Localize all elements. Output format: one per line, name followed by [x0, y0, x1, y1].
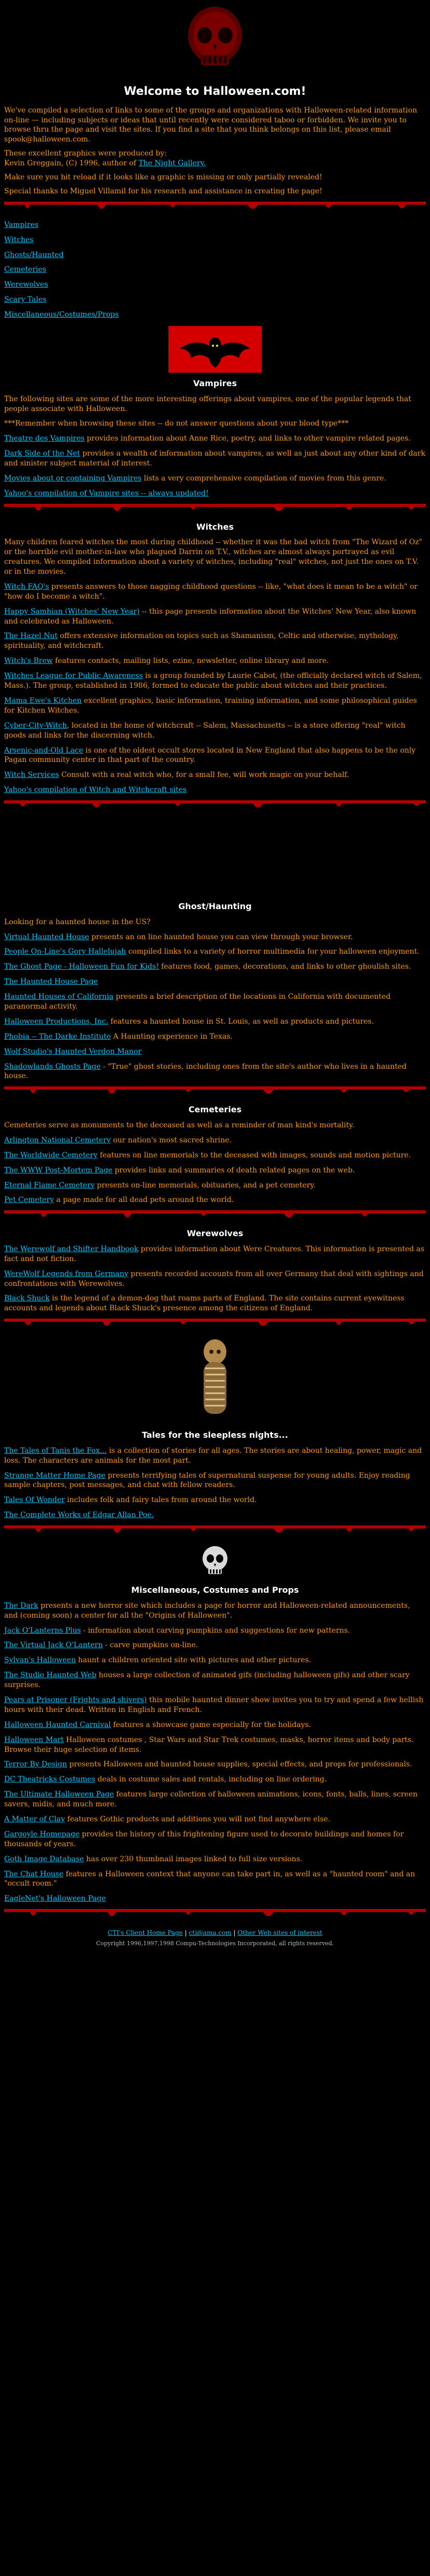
list-item: The Virtual Jack O'Lantern - carve pumpkins on-line.	[4, 1641, 198, 1650]
list-item: The Tales of Tanis the Fox... is a collection of stories for all ages. The stories are about healing, power, magic and loss. The characters are animals for the most part.	[4, 1446, 422, 1465]
halloween-productions-link[interactable]: Halloween Productions, Inc.	[4, 1017, 108, 1026]
list-item: Pet Cemetery a page made for all dead pets around the world.	[4, 1196, 234, 1205]
goth-image-db-link[interactable]: Goth Image Database	[4, 1855, 84, 1863]
gory-hallelujah-link[interactable]: People On-Line's Gory Hallelujah	[4, 947, 126, 956]
mama-ewes-link[interactable]: Mama Ewe's Kitchen	[4, 696, 82, 705]
arlington-link[interactable]: Arlington National Cemetery	[4, 1136, 111, 1144]
vampires-warning: ***Remember when browsing these sites -- do not answer questions about your blood type***	[4, 419, 349, 428]
list-item: The Hazel Nut offers extensive information on topics such as Shamanism, Celtic and otherwise, mythology, spirituality, and witchcraft.	[4, 632, 399, 650]
pet-cemetery-link[interactable]: Pet Cemetery	[4, 1196, 54, 1205]
ghosts-title: Ghost/Haunting	[178, 901, 252, 912]
black-shuck-link[interactable]: Black Shuck	[4, 1294, 50, 1303]
list-item: Arsenic-and-Old Lace is one of the oldest occult stores located in New England that also happens to be the only Pagan community center in that part of the country.	[4, 746, 416, 765]
blood-drip-divider	[4, 1086, 426, 1099]
witchs-brew-link[interactable]: Witch's Brew	[4, 657, 53, 666]
list-item	[4, 1894, 426, 1904]
list-item: The Worldwide Cemetery features on line memorials to the deceased with images, sounds and motion picture.	[4, 1151, 411, 1159]
theatre-des-vampires-link[interactable]: Theatre des Vampires	[4, 434, 84, 443]
list-item: Strange Matter Home Page presents terrifying tales of supernatural suspense for young adults. Enjoy reading sample chapters, post messages, and chat with fellow readers.	[4, 1471, 410, 1490]
blood-drip-divider	[4, 202, 426, 214]
poe-link[interactable]: The Complete Works of Edgar Allan Poe.	[4, 1511, 154, 1520]
blood-drip-divider	[4, 1525, 426, 1538]
cemeteries-title: Cemeteries	[188, 1105, 242, 1115]
list-item: Witch Services Consult with a real witch who, for a small fee, will work magic on your behalf.	[4, 771, 349, 780]
chat-house-link[interactable]: The Chat House	[4, 1870, 64, 1878]
menu-vampires[interactable]: Vampires	[4, 220, 39, 229]
blood-drip-divider	[4, 800, 426, 813]
virtual-jack-olantern-link[interactable]: The Virtual Jack O'Lantern	[4, 1641, 103, 1650]
werewolves-title: Werewolves	[187, 1228, 243, 1239]
cyber-city-witch-link[interactable]: Cyber-City-Witch	[4, 721, 67, 730]
werewolf-handbook-link[interactable]: The Werewolf and Shifter Handbook	[4, 1244, 139, 1253]
haunted-carnival-link[interactable]: Halloween Haunted Carnival	[4, 1720, 111, 1729]
skull-small-graphic	[197, 1543, 233, 1579]
list-item: Happy Samhian (Witches' New Year) -- this page presents information about the Witches' New Year, also known and celebrated as Halloween.	[4, 607, 417, 626]
list-item: The Studio Haunted Web houses a large collection of animated gifs (including halloween gifs) and other scary surprises.	[4, 1671, 410, 1690]
hazel-nut-link[interactable]: The Hazel Nut	[4, 632, 58, 641]
list-item: The WWW Post-Mortem Page provides links and summaries of death related pages on the web.	[4, 1166, 355, 1174]
credits-line-1: These excellent graphics were produced by:	[4, 149, 167, 158]
gargoyle-link[interactable]: Gargoyle Homepage	[4, 1830, 80, 1838]
list-item: The Werewolf and Shifter Handbook provides information about Were Creatures. This information is presented as fact and not fiction.	[4, 1244, 425, 1263]
the-dark-link[interactable]: The Dark	[4, 1601, 38, 1610]
menu-ghosts[interactable]: Ghosts/Haunted	[4, 250, 64, 259]
list-item: Haunted Houses of California presents a brief description of the locations in California with documented paranormal activity.	[4, 993, 391, 1011]
menu-werewolves[interactable]: Werewolves	[4, 280, 48, 289]
list-item: Virtual Haunted House presents an on line haunted house you can view through your browser.	[4, 932, 353, 941]
strange-matter-link[interactable]: Strange Matter Home Page	[4, 1471, 106, 1480]
halloween-mart-link[interactable]: Halloween Mart	[4, 1735, 64, 1744]
samhian-link[interactable]: Happy Samhian (Witches' New Year)	[4, 607, 140, 616]
other-sites-link[interactable]: Other Web sites of interest	[237, 1929, 323, 1937]
list-item: Terror By Design presents Halloween and haunted house supplies, special effects, and props for professionals.	[4, 1760, 412, 1769]
list-item: Witches League for Public Awareness is a group founded by Laurie Cabot, (the officially declared witch of Salem, Mass.). The group, established in 1986, formed to educate the public about witches and their practices.	[4, 672, 422, 690]
list-item: Gargoyle Homepage provides the history of this frightening figure used to decorate buildings and homes for thousands of years.	[4, 1830, 404, 1848]
dc-theatricks-link[interactable]: DC Theatricks Costumes	[4, 1775, 95, 1784]
ghost-page-link[interactable]: The Ghost Page - Halloween Fun for Kids!	[4, 963, 159, 971]
ultimate-halloween-link[interactable]: The Ultimate Halloween Page	[4, 1790, 114, 1799]
list-item: Tales Of Wonder includes folk and fairy tales from around the world.	[4, 1496, 257, 1505]
witch-services-link[interactable]: Witch Services	[4, 771, 59, 780]
list-item: Movies about or containing Vampires lists a very comprehensive compilation of movies from this genre.	[4, 474, 386, 483]
list-item: Halloween Haunted Carnival features a showcase game especially for the holidays.	[4, 1720, 311, 1729]
footer: CTI's Client Home Page | cti@ama.com | Other Web sites of interest Copyright 1996,1997,1998 Compu-Technologies Incorporated, all rights reserved.	[4, 1929, 426, 1948]
virtual-haunted-house-link[interactable]: Virtual Haunted House	[4, 932, 89, 941]
witches-league-link[interactable]: Witches League for Public Awareness	[4, 672, 143, 681]
werewolf-germany-link[interactable]: WereWolf Legends from Germany	[4, 1269, 128, 1278]
list-item: Dark Side of the Net provides a wealth of information about vampires, as well as just about any other kind of dark and sinister subject material of interest.	[4, 449, 425, 468]
vampire-movies-link[interactable]: Movies about or containing Vampires	[4, 474, 142, 483]
list-item	[4, 1510, 426, 1520]
list-item: Witch's Brew features contacts, mailing lists, ezine, newsletter, online library and more.	[4, 657, 329, 666]
vampires-intro: The following sites are some of the more interesting offerings about vampires, one of the popular legends that people associate with Halloween.	[4, 394, 411, 413]
blood-drip-divider	[4, 1210, 426, 1223]
witch-faq-link[interactable]: Witch FAQ's	[4, 582, 49, 591]
blood-drip-divider	[4, 1909, 426, 1921]
shadowlands-link[interactable]: Shadowlands Ghosts Page	[4, 1062, 101, 1071]
blood-drip-divider	[4, 504, 426, 516]
list-item: Cyber-City-Witch, located in the home of witchcraft -- Salem, Massachusetts -- is a store offering "real" witch goods and links for the discerning witch.	[4, 721, 406, 740]
pears-prisoner-link[interactable]: Pears at Prisoner (Frights and shivers)	[4, 1695, 147, 1704]
list-item	[4, 977, 426, 987]
tales-of-wonder-link[interactable]: Tales Of Wonder	[4, 1496, 65, 1505]
list-item: People On-Line's Gory Hallelujah compiled links to a variety of horror multimedia for your halloween enjoyment.	[4, 947, 420, 956]
skull-graphic	[176, 3, 254, 81]
list-item: The Ultimate Halloween Page features large collection of halloween animations, icons, fonts, balls, lines, screen savers, midis, and much more.	[4, 1790, 418, 1809]
vampires-title: Vampires	[193, 378, 237, 389]
list-item: The Chat House features a Halloween context that anyone can take part in, as well as a "haunted room" and an "occult room."	[4, 1870, 415, 1888]
arsenic-old-lace-link[interactable]: Arsenic-and-Old Lace	[4, 746, 83, 755]
misc-title: Miscellaneous, Costumes and Props	[131, 1585, 299, 1595]
list-item: The Dark presents a new horror site which includes a page for horror and Halloween-related announcements, and (coming soon) a center for all the "Origins of Halloween".	[4, 1601, 410, 1620]
night-gallery-link[interactable]: The Night Gallery.	[138, 159, 206, 168]
list-item: Mama Ewe's Kitchen excellent graphics, basic information, training information, and some philosophical guides for Kitchen Witches.	[4, 696, 417, 715]
thanks-note: Special thanks to Miguel Villamil for his research and assistance in creating the page!	[4, 187, 322, 195]
credits-line-2: Kevin Greggain, (C) 1996, author of	[4, 159, 136, 168]
jack-olanterns-link[interactable]: Jack O'Lanterns Plus	[4, 1626, 81, 1635]
menu-scary-tales[interactable]: Scary Tales	[4, 295, 47, 304]
phobia-link[interactable]: Phobia -- The Darke Institute	[4, 1032, 111, 1041]
list-item	[4, 489, 426, 499]
eternal-flame-link[interactable]: Eternal Flame Cemetery	[4, 1181, 95, 1190]
list-item: Witch FAQ's presents answers to those nagging childhood questions -- like, "what does it mean to be a witch" or "how do I become a witch".	[4, 582, 418, 601]
witches-intro: Many children feared witches the most during childhood -- whether it was the bad witch from "The Wizard of Oz" or the horrible evil mother-in-law who plagued Darrin on T.V., witches are almost always portrayed as evil creatures. We compiled information about a variety of witches, including "real" witches, not just the ones on T.V. or in the movies.	[4, 538, 422, 576]
haunted-california-link[interactable]: Haunted Houses of California	[4, 993, 113, 1001]
list-item: A Matter of Clay features Gothic products and additions you will not find anywhere else.	[4, 1815, 331, 1823]
page-title: Welcome to Halloween.com!	[124, 85, 306, 98]
hero	[4, 0, 426, 100]
list-item: Jack O'Lanterns Plus - information about carving pumpkins and suggestions for new patterns.	[4, 1626, 350, 1635]
ghost-graphic-space	[4, 818, 426, 896]
eaglenet-link[interactable]: EagleNet's Halloween Page	[4, 1894, 106, 1903]
credits	[4, 149, 426, 168]
list-item: Shadowlands Ghosts Page - "True" ghost stories, including ones from the site's author who lives in a haunted house.	[4, 1062, 407, 1081]
verdon-manor-link[interactable]: Wolf Studio's Haunted Verdon Manor	[4, 1047, 141, 1056]
cti-email-link[interactable]: cti@ama.com	[189, 1929, 232, 1937]
blood-drip-divider	[4, 1319, 426, 1331]
sylvans-halloween-link[interactable]: Sylvan's Halloween	[4, 1656, 76, 1665]
reload-note: Make sure you hit reload if it looks like a graphic is missing or only partially revealed!	[4, 173, 323, 182]
section-menu	[4, 220, 426, 320]
cemeteries-intro: Cemeteries serve as monuments to the deceased as well as a reminder of man kind's mortality.	[4, 1121, 354, 1129]
intro-paragraph: We've compiled a selection of links to some of the groups and organizations with Halloween-related information on-line — including subjects or ideas that until recently were considered taboo or forbidden. We invite you to browse thru the page and visit the sites. If you find a site that you think belongs on this list, please email spook@halloween.com.	[4, 106, 417, 144]
list-item: Goth Image Database has over 230 thumbnail images linked to full size versions.	[4, 1855, 303, 1863]
list-item: Sylvan's Halloween haunt a children oriented site with pictures and other pictures.	[4, 1656, 311, 1665]
mummy-graphic	[192, 1336, 238, 1424]
menu-witches[interactable]: Witches	[4, 235, 34, 244]
copyright: Copyright 1996,1997,1998 Compu-Technologies Incorporated, all rights reserved.	[96, 1940, 334, 1947]
list-item: Theatre des Vampires provides information about Anne Rice, poetry, and links to other vampire related pages.	[4, 434, 411, 443]
cti-home-link[interactable]: CTI's Client Home Page	[107, 1929, 183, 1937]
studio-haunted-web-link[interactable]: The Studio Haunted Web	[4, 1671, 97, 1680]
tales-title: Tales for the sleepless nights...	[141, 1430, 289, 1440]
yahoo-witch-link[interactable]: Yahoo's compilation of Witch and Witchcraft sites	[4, 786, 187, 795]
list-item	[4, 1047, 426, 1057]
list-item: Halloween Productions, Inc. features a haunted house in St. Louis, as well as products and pictures.	[4, 1017, 374, 1026]
list-item: WereWolf Legends from Germany presents recorded accounts from all over Germany that deal with sightings and confrontations with Werewolves.	[4, 1269, 424, 1288]
list-item	[4, 785, 426, 795]
yahoo-vampire-link[interactable]: Yahoo's compilation of Vampire sites -- always updated!	[4, 489, 209, 498]
list-item: Phobia -- The Darke Institute A Haunting experience in Texas.	[4, 1032, 233, 1041]
matter-of-clay-link[interactable]: A Matter of Clay	[4, 1815, 65, 1823]
list-item: The Ghost Page - Halloween Fun for Kids! features food, games, decorations, and links to other ghoulish sites.	[4, 963, 411, 971]
list-item: Eternal Flame Cemetery presents on-line memorials, obituaries, and a pet cemetery.	[4, 1181, 316, 1190]
intro	[4, 106, 426, 196]
vampire-bat-graphic	[168, 326, 262, 373]
list-item: Black Shuck is the legend of a demon-dog that roams parts of England. The site contains current eyewitness accounts and legends about Black Shuck's presence among the citizens of England.	[4, 1294, 405, 1313]
dark-side-of-net-link[interactable]: Dark Side of the Net	[4, 449, 80, 458]
list-item: Arlington National Cemetery our nation's most sacred shrine.	[4, 1136, 232, 1144]
list-item: Pears at Prisoner (Frights and shivers) this mobile haunted dinner show invites you to try and spend a few hellish hours with their dead. Written in English and French.	[4, 1695, 424, 1714]
menu-misc[interactable]: Miscellaneous/Costumes/Props	[4, 310, 119, 319]
ghosts-intro: Looking for a haunted house in the US?	[4, 917, 151, 926]
list-item: Halloween Mart Halloween costumes , Star Wars and Star Trek costumes, masks, horror items and body parts. Browse their huge selection of items.	[4, 1735, 414, 1754]
worldwide-cemetery-link[interactable]: The Worldwide Cemetery	[4, 1151, 98, 1159]
menu-cemeteries[interactable]: Cemeteries	[4, 265, 47, 274]
witches-title: Witches	[196, 521, 234, 532]
list-item: DC Theatricks Costumes deals in costume sales and rentals, including on line ordering.	[4, 1775, 327, 1784]
terror-by-design-link[interactable]: Terror By Design	[4, 1760, 67, 1769]
haunted-house-page-link[interactable]: The Haunted House Page	[4, 978, 98, 986]
tanis-fox-link[interactable]: The Tales of Tanis the Fox...	[4, 1446, 107, 1455]
post-mortem-link[interactable]: The WWW Post-Mortem Page	[4, 1166, 113, 1174]
